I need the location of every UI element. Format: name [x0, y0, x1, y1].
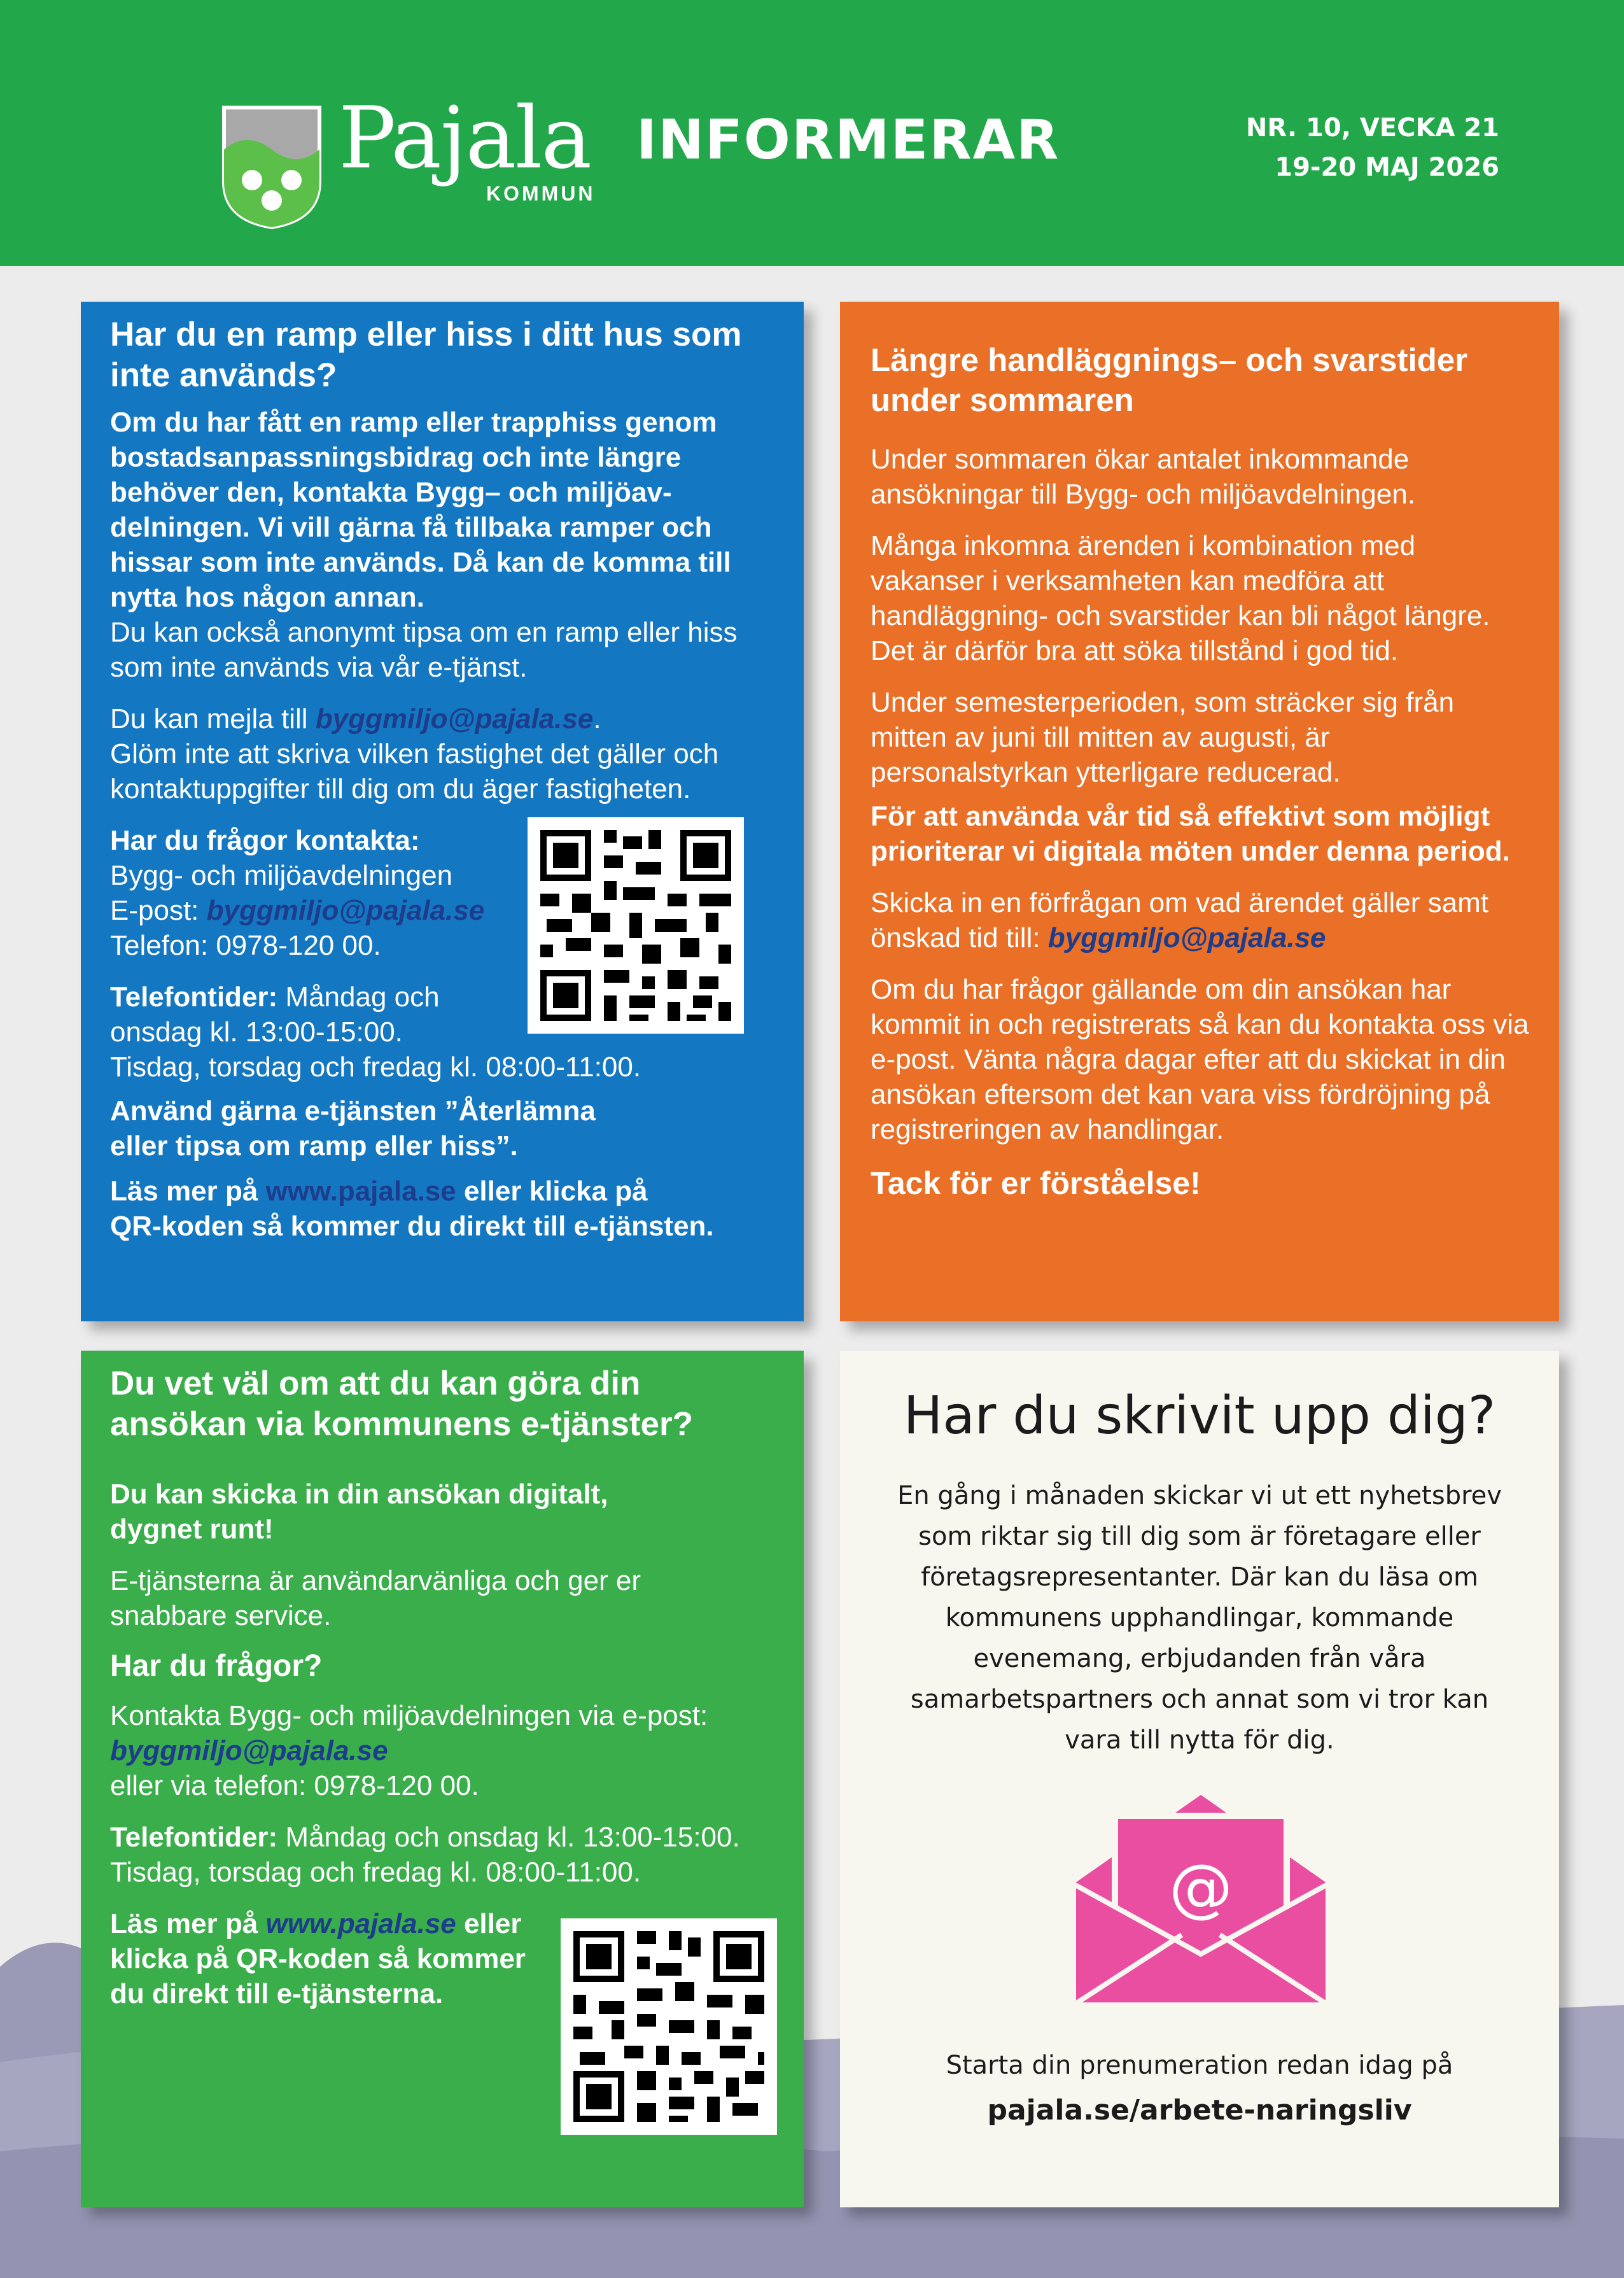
summer-p2: Många inkomna ärenden i kombination med vakanser i verksamheten kan medföra att handläggning- och svarstider kan bli något längre. Det är därför bra att söka tillstånd i god tid.: [871, 530, 1490, 666]
summer-p5-pre: Skicka in en förfrågan om vad ärendet gäller samt önskad tid till:: [871, 887, 1488, 953]
eservices-p1: Du kan skicka in din ansökan digitalt, dygnet runt!: [110, 1479, 608, 1545]
summer-p3: Under semesterperioden, som sträcker sig från mitten av juni till mitten av augusti, är personalstyrkan ytterligare reducerad.: [871, 687, 1455, 788]
eservices-phonetimes-2: Tisdag, torsdag och fredag kl. 08:00-11:00.: [110, 1857, 641, 1888]
eservices-contact-line: Kontakta Bygg- och miljöavdelningen via e-post:: [110, 1700, 708, 1731]
summer-heading: Längre handläggnings– och svarstider under sommaren: [871, 342, 1468, 418]
eservices-readmore-link[interactable]: www.pajala.se: [265, 1908, 456, 1939]
newsletter-title: Har du skrivit upp dig?: [903, 1386, 1496, 1446]
logo-subtitle: KOMMUN: [486, 182, 596, 205]
summer-p5: [871, 885, 1530, 955]
eservices-readmore: [110, 1906, 543, 2011]
ramp-readmore-line2: QR-koden så kommer du direkt till e-tjänsten.: [110, 1211, 714, 1242]
ramp-mail-line: [110, 701, 774, 736]
svg-text:@: @: [1169, 1850, 1233, 1925]
eservices-phonetimes-1: [110, 1820, 774, 1855]
pajala-shield-icon: [221, 105, 322, 230]
eservices-qr-code[interactable]: [561, 1918, 777, 2135]
eservices-contact-phone: eller via telefon: 0978-120 00.: [110, 1770, 479, 1801]
issue-info: [1246, 108, 1499, 187]
ramp-phonetimes-2: Tisdag, torsdag och fredag kl. 08:00-11:00.: [110, 1051, 641, 1083]
newsletter-card: [840, 1351, 1559, 2207]
eservices-p2: E-tjänsterna är användarvänliga och ger er snabbare service.: [110, 1565, 641, 1631]
ramp-intro-bold: Om du har fått en ramp eller trapphiss genom bostadsanpassningsbidrag och inte längre behöver den, kontakta Bygg– och miljöav-delningen. Vi vill gärna få tillbaka ramper och hissar som inte används. Då kan de komma till nytta hos någon annan.: [110, 407, 731, 613]
summer-mail-link[interactable]: byggmiljo@pajala.se: [1047, 922, 1326, 953]
ramp-contact-phone: Telefon: 0978-120 00.: [110, 930, 381, 961]
ramp-reminder: Glöm inte att skriva vilken fastighet det gäller och kontaktuppgifter till dig om du äger fastigheten.: [110, 738, 719, 805]
ramp-card: [81, 302, 804, 1321]
ramp-readmore-pre: Läs mer på: [110, 1176, 266, 1207]
ramp-intro-text: Du kan också anonymt tipsa om en ramp eller hiss som inte används via vår e-tjänst.: [110, 617, 738, 683]
eservices-card: [81, 1351, 804, 2207]
eservices-readmore-pre: Läs mer på: [110, 1908, 266, 1939]
ramp-qr-code[interactable]: [528, 817, 744, 1034]
ramp-email-label: E-post:: [110, 895, 207, 926]
ramp-eservice: Använd gärna e-tjänsten ”Återlämna eller tipsa om ramp eller hiss”.: [110, 1095, 596, 1162]
logo-name: Pajala: [339, 88, 591, 188]
summer-thanks: Tack för er förståelse!: [871, 1165, 1201, 1201]
issue-number: NR. 10, VECKA 21: [1245, 113, 1499, 143]
header-banner: [0, 0, 1624, 266]
ramp-phonetimes-1a: Måndag och: [285, 981, 440, 1013]
eservices-heading: Du vet väl om att du kan göra din ansökan via kommunens e-tjänster?: [110, 1365, 694, 1443]
eservices-questions: Har du frågor?: [110, 1649, 323, 1683]
summer-p4: För att använda vår tid så effektivt som möjligt prioriterar vi digitala möten under denna period.: [871, 801, 1510, 867]
ramp-phonetimes-label: Telefontider:: [110, 981, 286, 1013]
envelope-at-icon: [1074, 1789, 1328, 2005]
eservices-phonetimes-1-text: Måndag och onsdag kl. 13:00-15:00.: [285, 1822, 740, 1853]
ramp-contact-heading: Har du frågor kontakta:: [110, 825, 420, 856]
ramp-mail-pre: Du kan mejla till: [110, 703, 316, 735]
ramp-heading: Har du en ramp eller hiss i ditt hus som inte används?: [110, 316, 742, 394]
issue-date: 19-20 MAJ 2026: [1275, 153, 1499, 182]
ramp-contact-email-link[interactable]: byggmiljo@pajala.se: [206, 895, 485, 926]
summer-p6: Om du har frågor gällande om din ansökan har kommit in och registrerats så kan du kontakta oss via e-post. Vänta några dagar efter att du skickat in din ansökan eftersom det kan vara viss fördröjning på registreringen av handlingar.: [871, 974, 1529, 1145]
ramp-readmore-post: eller klicka på: [456, 1176, 648, 1207]
ramp-contact-dept: Bygg- och miljöavdelningen: [110, 860, 453, 891]
newsletter-start: Starta din prenumeration redan idag på: [946, 2051, 1453, 2080]
eservices-phonetimes-label: Telefontider:: [110, 1822, 286, 1853]
header-title: INFORMERAR: [636, 108, 1060, 172]
ramp-mail-link[interactable]: byggmiljo@pajala.se: [315, 703, 594, 735]
summer-card: [840, 302, 1559, 1321]
ramp-mail-post: .: [593, 703, 601, 735]
newsletter-url-link[interactable]: pajala.se/arbete-naringsliv: [987, 2094, 1412, 2127]
newsletter-body: En gång i månaden skickar vi ut ett nyhetsbrev som riktar sig till dig som är företagare eller företagsrepresentanter. Där kan du läsa om kommunens upphandlingar, kommande evenemang, erbjudanden från våra samarbetspartners och annat som vi tror kan vara till nytta för dig.: [897, 1481, 1502, 1755]
ramp-readmore-link[interactable]: www.pajala.se: [265, 1176, 456, 1207]
ramp-phonetimes-1b: onsdag kl. 13:00-15:00.: [110, 1016, 403, 1048]
summer-p1: Under sommaren ökar antalet inkommande ansökningar till Bygg- och miljöavdelningen.: [871, 444, 1416, 510]
ramp-readmore: [110, 1174, 774, 1209]
eservices-readmore-post: eller klicka på QR-koden så kommer du direkt till e-tjänsterna.: [110, 1908, 526, 2009]
eservices-mail-link[interactable]: byggmiljo@pajala.se: [110, 1735, 388, 1766]
